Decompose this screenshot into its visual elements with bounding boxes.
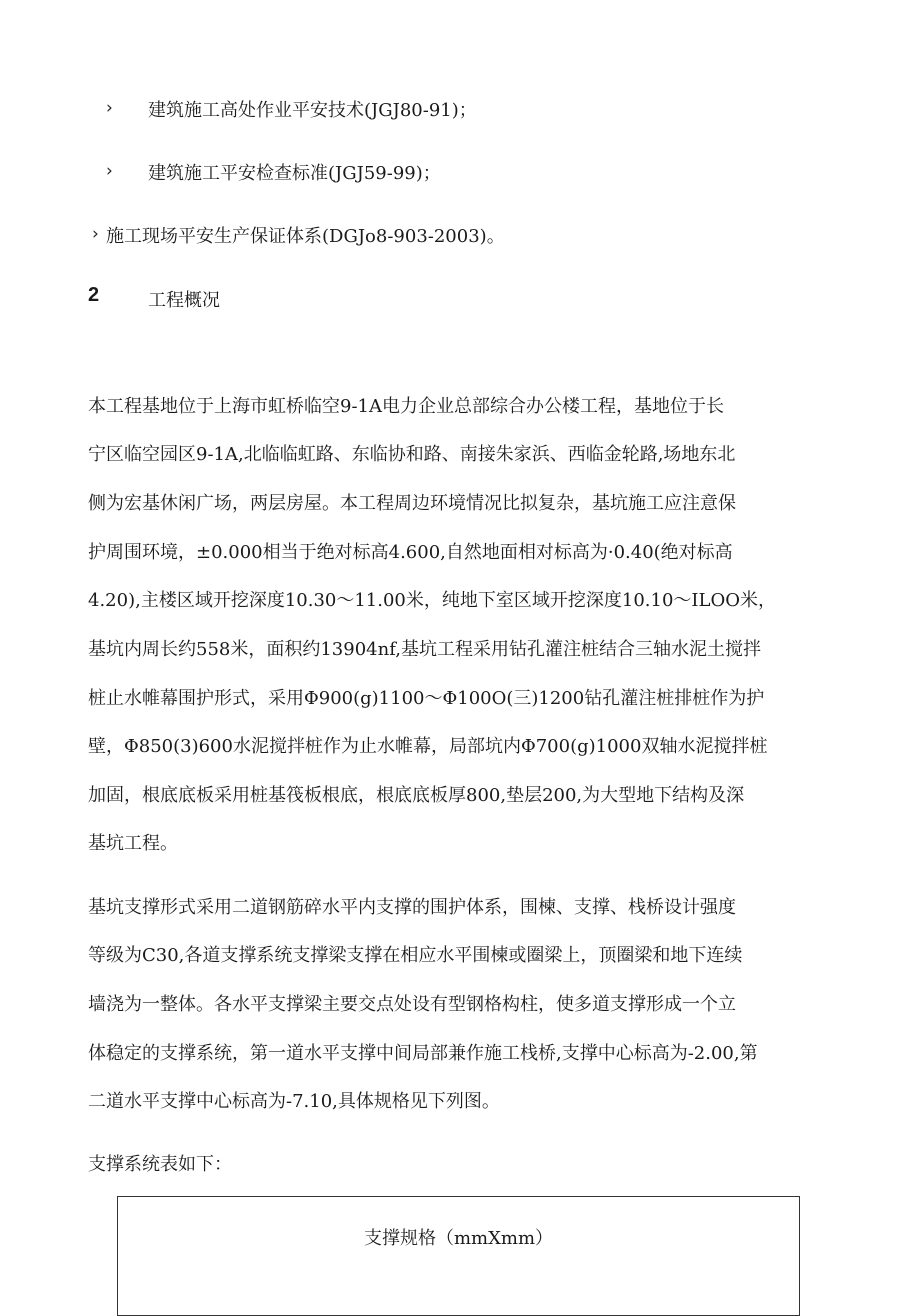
paragraph-line: 护周围环境，±0.000相当于绝对标高4.600,自然地面相对标高为·0.40(绝对标高 xyxy=(88,542,733,563)
paragraph-line: 基坑工程。 xyxy=(88,833,178,854)
paragraph-line: 4.20),主楼区域开挖深度10.30～11.00米，纯地下室区域开挖深度10.10～ILOO米， xyxy=(88,590,776,611)
paragraph-line: 墙浇为一整体。各水平支撑梁主要交点处设有型钢格构柱，使多道支撑形成一个立 xyxy=(88,994,736,1015)
paragraph-line: 体稳定的支撑系统，第一道水平支撑中间局部兼作施工栈桥,支撑中心标高为-2.00,第 xyxy=(88,1043,758,1064)
paragraph-line: 壁，Φ850(3)600水泥搅拌桩作为止水帷幕，局部坑内Φ700(g)1000双轴水泥搅拌桩 xyxy=(88,736,768,757)
section-number: 2 xyxy=(88,284,100,306)
paragraph-line: 本工程基地位于上海市虹桥临空9-1A电力企业总部综合办公楼工程，基地位于长 xyxy=(88,396,724,417)
bullet-arrow-icon: › xyxy=(106,161,113,181)
bullet-arrow-icon: › xyxy=(92,224,99,244)
table-intro: 支撑系统表如下： xyxy=(88,1154,232,1175)
paragraph-line: 基坑内周长约558米，面积约13904nf,基坑工程采用钻孔灌注桩结合三轴水泥土搅拌 xyxy=(88,639,761,660)
paragraph-line: 基坑支撑形式采用二道钢筋碎水平内支撑的围护体系，围楝、支撑、栈桥设计强度 xyxy=(88,897,736,918)
section-title: 工程概况 xyxy=(148,290,220,311)
paragraph-line: 宁区临空园区9-1A,北临临虹路、东临协和路、南接朱家浜、西临金轮路,场地东北 xyxy=(88,444,736,465)
paragraph-line: 二道水平支撑中心标高为-7.10,具体规格见下列图。 xyxy=(88,1091,500,1112)
paragraph-line: 桩止水帷幕围护形式，采用Φ900(g)1100～Φ100O(三)1200钻孔灌注桩排桩作为护 xyxy=(88,688,765,709)
paragraph-line: 侧为宏基休闲广场，两层房屋。本工程周边环境情况比拟复杂，基坑施工应注意保 xyxy=(88,493,736,514)
reference-item: 建筑施工高处作业平安技术(JGJ80-91)； xyxy=(148,100,477,121)
reference-item: 建筑施工平安检查标准(JGJ59-99)； xyxy=(148,163,441,184)
bullet-arrow-icon: › xyxy=(106,98,113,118)
reference-item: 施工现场平安生产保证体系(DGJo8-903-2003)。 xyxy=(106,226,505,247)
paragraph-line: 等级为C30,各道支撑系统支撑梁支撑在相应水平围楝或圈梁上，顶圈梁和地下连续 xyxy=(88,945,743,966)
paragraph-line: 加固，根底底板采用桩基筏板根底，根底底板厚800,垫层200,为大型地下结构及深 xyxy=(88,785,745,806)
table-header-cell: 支撑规格（mmXmm） xyxy=(363,1228,554,1249)
support-table xyxy=(117,1196,800,1316)
